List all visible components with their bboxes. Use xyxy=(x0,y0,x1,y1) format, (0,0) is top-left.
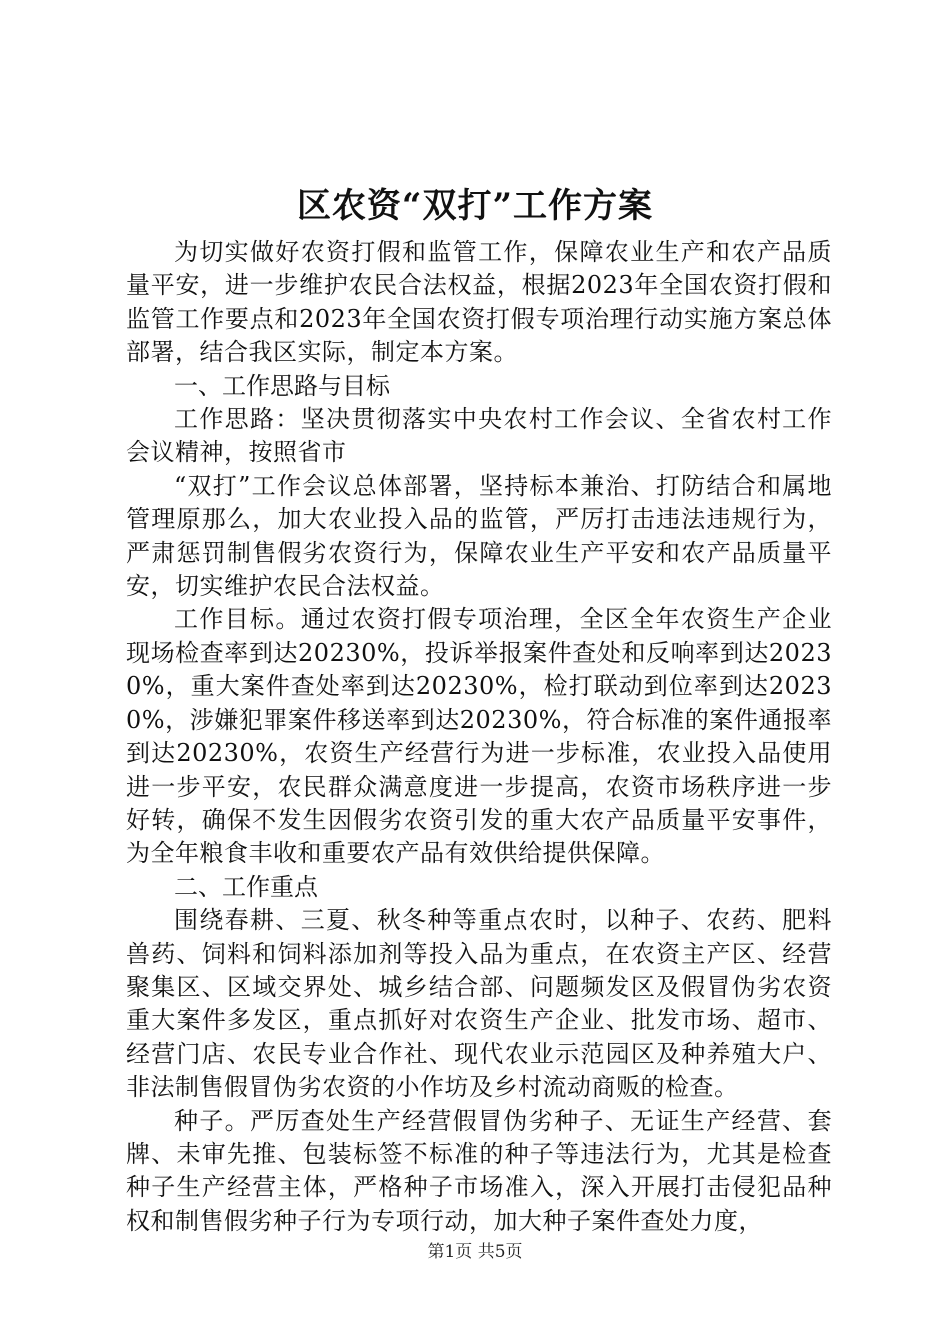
work-approach-continued-paragraph: “双打”工作会议总体部署，坚持标本兼治、打防结合和属地管理原那么，加大农业投入品的监管，严厉打击违法违规行为，严肃惩罚制售假劣农资行为，保障农业生产平安和农产品质量平安，切实维护农民合法权益。 xyxy=(126,471,832,601)
work-goals-paragraph: 工作目标。通过农资打假专项治理，全区全年农资生产企业现场检查率到达20230%，投诉举报案件查处和反响率到达20230%，重大案件查处率到达20230%，检打联动到位率到达20230%，涉嫌犯罪案件移送率到达20230%，符合标准的案件通报率到达20230%，农资生产经营行为进一步标准，农业投入品使用进一步平安，农民群众满意度进一步提高，农资市场秩序进一步好转，确保不发生因假劣农资引发的重大农产品质量平安事件，为全年粮食丰收和重要农产品有效供给提供保障。 xyxy=(126,605,832,868)
focus-paragraph: 围绕春耕、三夏、秋冬种等重点农时，以种子、农药、肥料兽药、饲料和饲料添加剂等投入品为重点，在农资主产区、经营聚集区、区域交界处、城乡结合部、问题频发区及假冒伪劣农资重大案件多发区，重点抓好对农资生产企业、批发市场、超市、经营门店、农民专业合作社、现代农业示范园区及种养殖大户、非法制售假冒伪劣农资的小作坊及乡村流动商贩的检查。 xyxy=(126,906,832,1102)
seeds-paragraph: 种子。严厉查处生产经营假冒伪劣种子、无证生产经营、套牌、未审先推、包装标签不标准的种子等违法行为，尤其是检查种子生产经营主体，严格种子市场准入，深入开展打击侵犯品种权和制售假劣种子行为专项行动，加大种子案件查处力度， xyxy=(126,1106,832,1235)
section-heading-2: 二、工作重点 xyxy=(174,872,318,901)
work-approach-paragraph: 工作思路：坚决贯彻落实中央农村工作会议、全省农村工作会议精神，按照省市 xyxy=(126,405,832,467)
intro-paragraph: 为切实做好农资打假和监管工作，保障农业生产和农产品质量平安，进一步维护农民合法权益，根据2023年全国农资打假和监管工作要点和2023年全国农资打假专项治理行动实施方案总体部署，结合我区实际，制定本方案。 xyxy=(126,238,832,367)
page-footer: 第1页 共5页 xyxy=(427,1242,523,1262)
document-body xyxy=(126,236,832,1238)
section-heading-1: 一、工作思路与目标 xyxy=(174,371,390,400)
document-title: 区农资“双打”工作方案 xyxy=(296,186,654,226)
